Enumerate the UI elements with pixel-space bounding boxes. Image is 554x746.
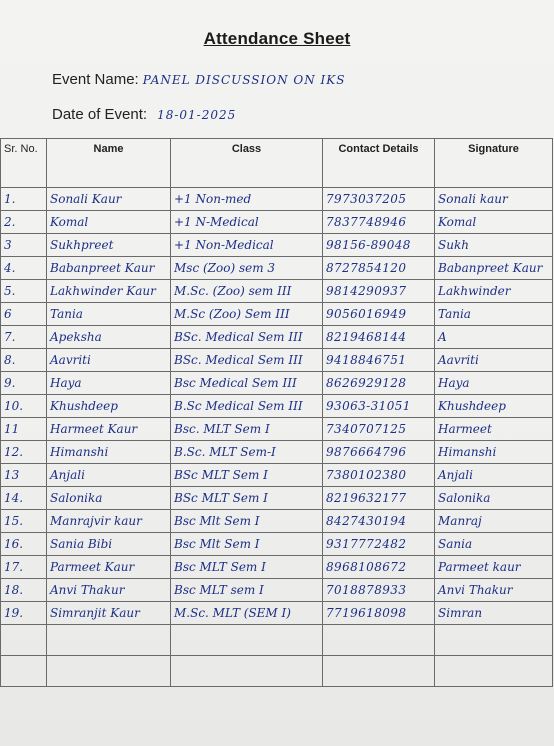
empty-cell — [1, 656, 47, 687]
row-name: Lakhwinder Kaur — [47, 280, 171, 303]
row-name: Sania Bibi — [47, 533, 171, 556]
row-contact: 8427430194 — [323, 510, 435, 533]
row-contact: 7837748946 — [323, 211, 435, 234]
table-row — [1, 579, 553, 602]
row-class: M.Sc (Zoo) Sem III — [171, 303, 323, 326]
row-signature: Aavriti — [435, 349, 553, 372]
table-row — [1, 234, 553, 257]
table-row — [1, 303, 553, 326]
row-name: Manrajvir kaur — [47, 510, 171, 533]
row-class: Bsc Mlt Sem I — [171, 510, 323, 533]
row-sr-no: 19. — [1, 602, 47, 625]
empty-row — [1, 625, 553, 656]
table-row — [1, 188, 553, 211]
empty-cell — [323, 656, 435, 687]
row-class: M.Sc. (Zoo) sem III — [171, 280, 323, 303]
empty-cell — [1, 625, 47, 656]
row-contact: 7973037205 — [323, 188, 435, 211]
row-sr-no: 15. — [1, 510, 47, 533]
empty-cell — [435, 656, 553, 687]
empty-cell — [171, 656, 323, 687]
row-name: Apeksha — [47, 326, 171, 349]
row-class: Bsc Medical Sem III — [171, 372, 323, 395]
row-name: Salonika — [47, 487, 171, 510]
row-signature: Anjali — [435, 464, 553, 487]
row-name: Haya — [47, 372, 171, 395]
row-name: Aavriti — [47, 349, 171, 372]
row-class: Msc (Zoo) sem 3 — [171, 257, 323, 280]
attendance-table — [0, 138, 553, 687]
row-class: B.Sc. MLT Sem-I — [171, 441, 323, 464]
event-date-label: Date of Event: — [52, 106, 148, 123]
row-sr-no: 10. — [1, 395, 47, 418]
table-row — [1, 418, 553, 441]
table-row — [1, 211, 553, 234]
table-row — [1, 602, 553, 625]
sheet-title: Attendance Sheet — [203, 29, 351, 48]
table-row — [1, 510, 553, 533]
empty-cell — [47, 656, 171, 687]
row-contact: 7719618098 — [323, 602, 435, 625]
table-row — [1, 257, 553, 280]
row-name: Tania — [47, 303, 171, 326]
row-class: Bsc. MLT Sem I — [171, 418, 323, 441]
event-name-label: Event Name: — [52, 71, 139, 88]
row-signature: Haya — [435, 372, 553, 395]
row-sr-no: 6 — [1, 303, 47, 326]
table-row — [1, 349, 553, 372]
row-class: BSc MLT Sem I — [171, 487, 323, 510]
row-signature: Tania — [435, 303, 553, 326]
header-name: Name — [47, 139, 171, 188]
header-class: Class — [171, 139, 323, 188]
row-class: BSc MLT Sem I — [171, 464, 323, 487]
row-sr-no: 5. — [1, 280, 47, 303]
empty-row — [1, 656, 553, 687]
table-body — [1, 188, 553, 687]
row-contact: 7380102380 — [323, 464, 435, 487]
row-contact: 8219632177 — [323, 487, 435, 510]
row-contact: 8626929128 — [323, 372, 435, 395]
row-sr-no: 7. — [1, 326, 47, 349]
row-signature: A — [435, 326, 553, 349]
row-sr-no: 9. — [1, 372, 47, 395]
row-contact: 9317772482 — [323, 533, 435, 556]
row-signature: Salonika — [435, 487, 553, 510]
row-sr-no: 13 — [1, 464, 47, 487]
table-row — [1, 280, 553, 303]
row-sr-no: 8. — [1, 349, 47, 372]
table-row — [1, 326, 553, 349]
row-name: Sukhpreet — [47, 234, 171, 257]
row-class: M.Sc. MLT (SEM I) — [171, 602, 323, 625]
row-name: Anjali — [47, 464, 171, 487]
row-signature: Manraj — [435, 510, 553, 533]
row-signature: Komal — [435, 211, 553, 234]
table-header-row — [1, 139, 553, 188]
row-contact: 8219468144 — [323, 326, 435, 349]
row-sr-no: 16. — [1, 533, 47, 556]
row-contact: 9056016949 — [323, 303, 435, 326]
row-contact: 98156-89048 — [323, 234, 435, 257]
row-sr-no: 2. — [1, 211, 47, 234]
row-signature: Anvi Thakur — [435, 579, 553, 602]
row-signature: Himanshi — [435, 441, 553, 464]
event-name-value: PANEL DISCUSSION ON IKS — [142, 73, 346, 87]
row-sr-no: 18. — [1, 579, 47, 602]
row-contact: 7340707125 — [323, 418, 435, 441]
row-signature: Parmeet kaur — [435, 556, 553, 579]
row-class: B.Sc Medical Sem III — [171, 395, 323, 418]
event-date-value: 18-01-2025 — [157, 108, 237, 122]
row-class: Bsc MLT Sem I — [171, 556, 323, 579]
row-sr-no: 11 — [1, 418, 47, 441]
row-name: Anvi Thakur — [47, 579, 171, 602]
row-signature: Harmeet — [435, 418, 553, 441]
table-row — [1, 533, 553, 556]
header-sr-no: Sr. No. — [1, 139, 47, 188]
table-row — [1, 395, 553, 418]
row-name: Komal — [47, 211, 171, 234]
event-date-line — [52, 106, 236, 123]
row-class: +1 N-Medical — [171, 211, 323, 234]
row-sr-no: 3 — [1, 234, 47, 257]
header-contact: Contact Details — [323, 139, 435, 188]
row-class: Bsc Mlt Sem I — [171, 533, 323, 556]
empty-cell — [171, 625, 323, 656]
row-signature: Babanpreet Kaur — [435, 257, 553, 280]
empty-cell — [323, 625, 435, 656]
header-signature: Signature — [435, 139, 553, 188]
row-sr-no: 14. — [1, 487, 47, 510]
row-contact: 9876664796 — [323, 441, 435, 464]
table-row — [1, 464, 553, 487]
row-name: Babanpreet Kaur — [47, 257, 171, 280]
row-name: Khushdeep — [47, 395, 171, 418]
row-contact: 8727854120 — [323, 257, 435, 280]
row-class: +1 Non-med — [171, 188, 323, 211]
event-name-line — [52, 71, 345, 88]
empty-cell — [47, 625, 171, 656]
row-name: Simranjit Kaur — [47, 602, 171, 625]
row-class: Bsc MLT sem I — [171, 579, 323, 602]
row-name: Harmeet Kaur — [47, 418, 171, 441]
table-row — [1, 372, 553, 395]
table-row — [1, 556, 553, 579]
row-sr-no: 12. — [1, 441, 47, 464]
row-sr-no: 17. — [1, 556, 47, 579]
row-sr-no: 1. — [1, 188, 47, 211]
row-contact: 8968108672 — [323, 556, 435, 579]
row-contact: 93063-31051 — [323, 395, 435, 418]
empty-cell — [435, 625, 553, 656]
table-row — [1, 487, 553, 510]
row-class: BSc. Medical Sem III — [171, 326, 323, 349]
row-class: +1 Non-Medical — [171, 234, 323, 257]
row-contact: 9418846751 — [323, 349, 435, 372]
row-name: Himanshi — [47, 441, 171, 464]
row-signature: Sania — [435, 533, 553, 556]
row-signature: Simran — [435, 602, 553, 625]
row-name: Parmeet Kaur — [47, 556, 171, 579]
row-signature: Khushdeep — [435, 395, 553, 418]
row-class: BSc. Medical Sem III — [171, 349, 323, 372]
table-row — [1, 441, 553, 464]
row-name: Sonali Kaur — [47, 188, 171, 211]
row-signature: Sonali kaur — [435, 188, 553, 211]
row-signature: Sukh — [435, 234, 553, 257]
row-contact: 7018878933 — [323, 579, 435, 602]
row-sr-no: 4. — [1, 257, 47, 280]
row-signature: Lakhwinder — [435, 280, 553, 303]
row-contact: 9814290937 — [323, 280, 435, 303]
